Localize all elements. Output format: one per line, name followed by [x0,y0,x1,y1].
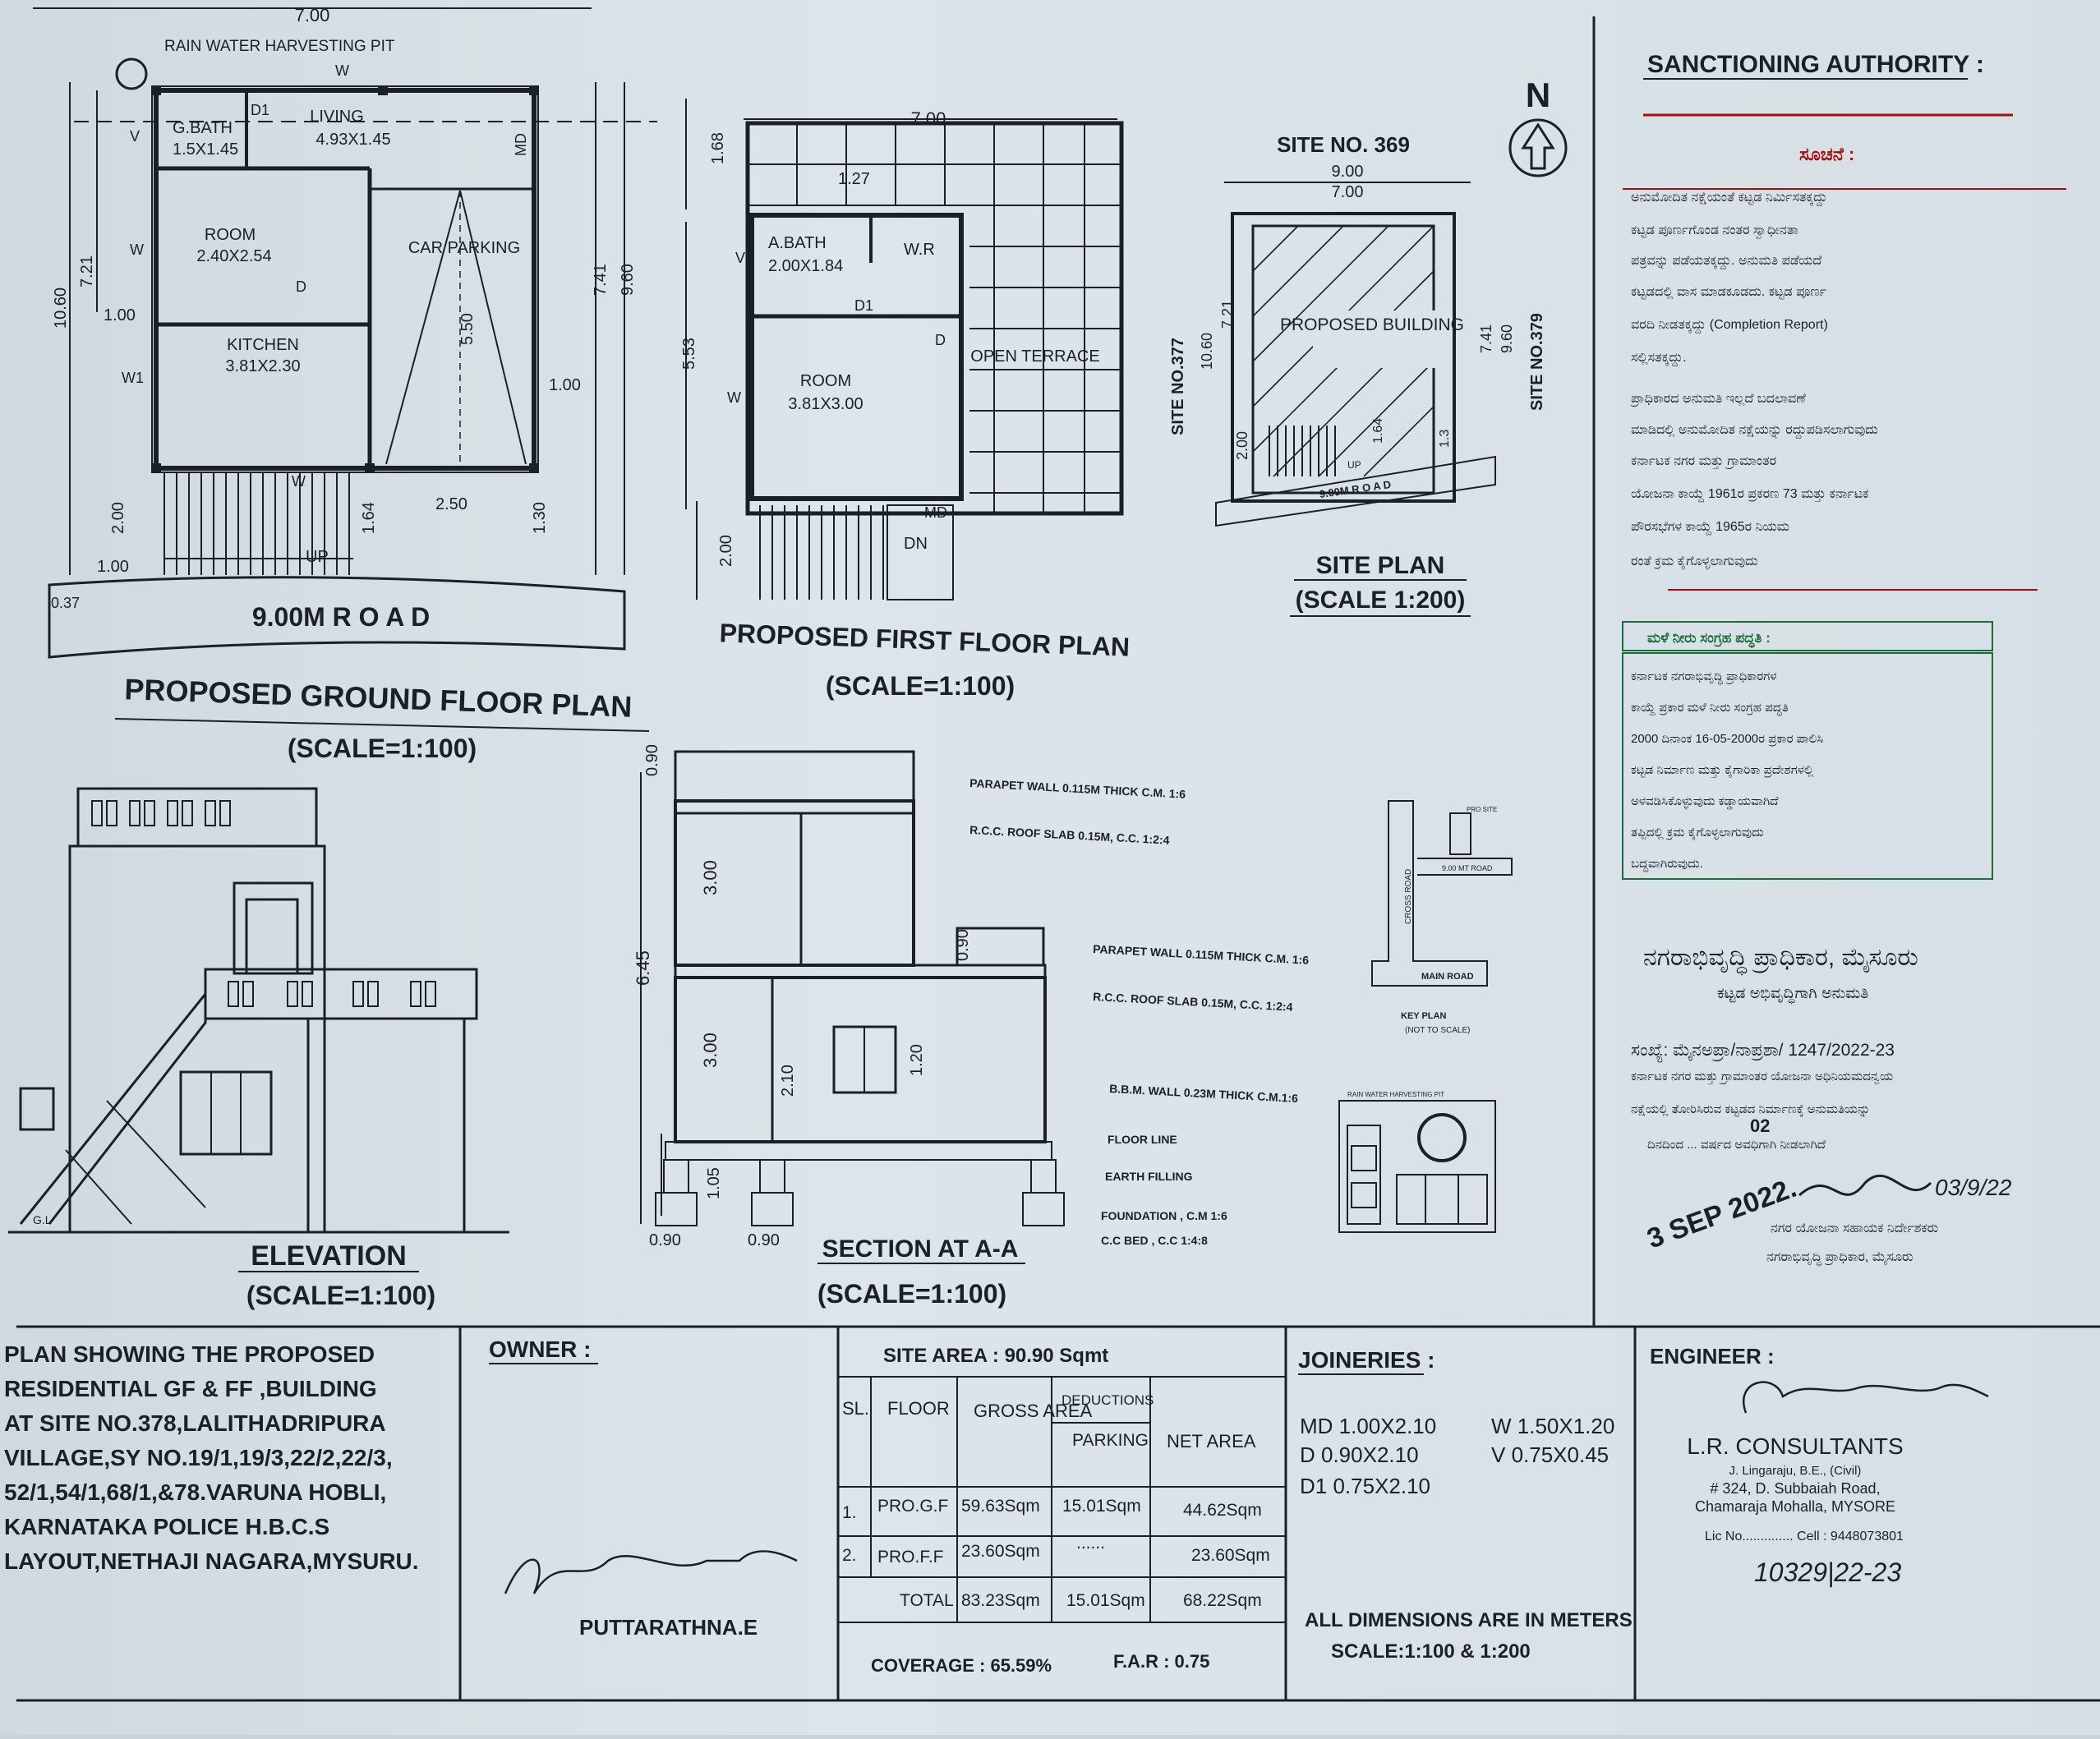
gf-rwh-label: RAIN WATER HARVESTING PIT [164,38,395,55]
section-dim-120: 1.20 [908,1044,926,1076]
description-line-7: LAYOUT,NETHAJI NAGARA,MYSURU. [4,1548,419,1574]
firm-name: L.R. CONSULTANTS [1687,1433,1904,1459]
sanction-red-line-9: ಕರ್ನಾಟಕ ನಗರ ಮತ್ತು ಗ್ರಾಮಾಂತರ [1631,454,1777,468]
title-block [4,1327,2100,1700]
gf-kitchen-label: KITCHEN [227,336,299,354]
ff-terrace-label: OPEN TERRACE [970,347,1100,366]
site-dim-164: 1.64 [1371,417,1385,444]
joinery-v: V 0.75X0.45 [1491,1442,1610,1467]
sanction-red-line-5: ವರದಿ ನೀಡತಕ್ಕದ್ದು (Completion Report) [1631,318,1828,332]
far: F.A.R : 0.75 [1113,1651,1210,1672]
gf-up-mark: UP [306,548,329,566]
sanction-red-line-10: ಯೋಜನಾ ಕಾಯ್ದೆ 1961ರ ಪ್ರಕರಣ 73 ಮತ್ತು ಕರ್ನಾಟಕ [1631,487,1869,501]
gf-dim-1060: 10.60 [52,287,70,329]
gf-w-mark-bottom: W [292,473,306,490]
engineer-signature-icon [1743,1382,1988,1413]
site-area: SITE AREA : 90.90 Sqmt [883,1345,1109,1367]
sanction-stamp-head: ಸೂಚನೆ : [1799,144,1855,164]
section-drawing [633,744,1310,1309]
section-note-ccbed: C.C BED , C.C 1:4:8 [1101,1234,1208,1247]
sanction-date-stamp: 3 SEP 2022. [1642,1171,1801,1255]
table-header-floor: FLOOR [887,1398,950,1419]
engineer-address-1: # 324, D. Subbaiah Road, [1710,1480,1881,1497]
section-title: SECTION AT A-A [822,1235,1019,1263]
sanction-red-line-4: ಕಟ್ಟಡದಲ್ಲಿ ವಾಸ ಮಾಡಕೂಡದು. ಕಟ್ಟಡ ಪೂರ್ಣ [1631,285,1827,299]
table-header-net: NET AREA [1167,1431,1256,1451]
engineer-name: J. Lingaraju, B.E., (Civil) [1729,1464,1862,1478]
table-total-label: TOTAL [900,1591,954,1610]
section-dim-090d: 0.90 [748,1231,780,1249]
gf-dim-250: 2.50 [435,495,467,513]
gf-top-dimension: 7.00 [294,5,330,25]
gf-dim-721: 7.21 [78,255,96,288]
ff-wr-label: W.R [904,241,935,259]
engineer-address-2: Chamaraja Mohalla, MYSORE [1694,1498,1896,1515]
gf-scale: (SCALE=1:100) [287,734,477,763]
ff-dim-127: 1.27 [838,170,870,188]
section-dim-090a: 0.90 [643,744,661,776]
table-total-gross: 83.23Sqm [961,1591,1040,1610]
sanction-act-line-1: ಕರ್ನಾಟಕ ನಗರ ಮತ್ತು ಗ್ರಾಮಾಂತರ ಯೋಜನಾ ಅಧಿನಿಯಮದನ್ವಯ [1631,1070,1894,1083]
table-total-parking: 15.01Sqm [1066,1591,1145,1610]
key-plan-road: 9.00 MT ROAD [1442,864,1493,872]
section-scale: (SCALE=1:100) [817,1279,1007,1309]
table-header-parking: PARKING [1072,1431,1149,1450]
svg-text:N: N [1525,76,1551,114]
section-dim-090c: 0.90 [649,1231,681,1249]
engineer-license-handwritten: 10329|22-23 [1754,1557,1902,1587]
gf-dim-200: 2.00 [109,502,127,534]
site-building-label: PROPOSED BUILDING [1279,315,1465,334]
owner-signature-icon [505,1551,797,1594]
ff-w-mark: W [727,389,741,406]
key-plan-title: KEY PLAN [1401,1011,1447,1021]
table-row-1-floor: PRO.G.F [877,1497,949,1516]
ff-v-mark: V [735,250,746,266]
description-line-5: 52/1,54/1,68/1,&78.VARUNA HOBLI, [4,1479,387,1505]
gf-dim-741: 7.41 [592,264,610,296]
sanction-number: ಸಂಖ್ಯೆ: ಮೈನಅಪ್ರಾ/ನಾಪ್ರಶಾ/ 1247/2022-23 [1631,1041,1895,1060]
description-line-3: AT SITE NO.378,LALITHADRIPURA [4,1410,386,1436]
ff-dim-200: 2.00 [717,535,735,567]
joinery-d1: D1 0.75X2.10 [1300,1474,1431,1498]
site-plan [1169,76,1566,616]
gf-dim-164: 1.64 [360,502,378,534]
gf-gbath-size: 1.5X1.45 [173,140,239,159]
joinery-w: W 1.50X1.20 [1491,1414,1615,1438]
table-row-2-sl: 2. [842,1546,857,1565]
sanction-green-head: ಮಳೆ ನೀರು ಸಂಗ್ರಹ ಪದ್ಧತಿ : [1647,630,1771,646]
sanction-validity: ದಿನದಿಂದ ... ವರ್ಷದ ಅವಧಿಗಾಗಿ ನೀಡಲಾಗಿದೆ [1647,1138,1826,1152]
gf-w-mark-top: W [335,62,349,79]
north-arrow-icon [1510,76,1566,176]
ff-title: PROPOSED FIRST FLOOR PLAN [719,618,1131,662]
owner-name: PUTTARATHNA.E [579,1615,758,1640]
joinery-d: D 0.90X2.10 [1300,1442,1419,1467]
sanction-red-line-1: ಅನುಮೋದಿತ ನಕ್ಷೆಯಂತೆ ಕಟ್ಟಡ ನಿರ್ಮಿಸತಕ್ಕದ್ದು [1631,191,1828,205]
elevation-title: ELEVATION [251,1240,407,1272]
dimension-note: ALL DIMENSIONS ARE IN METERS [1305,1609,1633,1631]
key-plan-note: (NOT TO SCALE) [1405,1026,1471,1035]
officer-signature-icon [1799,1175,1931,1195]
site-dim-13: 1.3 [1438,429,1452,448]
section-note-parapet2: PARAPET WALL 0.115M THICK C.M. 1:6 [1092,942,1310,967]
ff-abath-label: A.BATH [768,234,827,252]
ff-top-dimension: 7.00 [910,108,946,129]
joinery-md: MD 1.00X2.10 [1300,1414,1437,1438]
table-row-2-floor: PRO.F.F [877,1548,944,1566]
engineer-label: ENGINEER : [1650,1344,1775,1369]
gf-title: PROPOSED GROUND FLOOR PLAN [123,672,633,724]
site-dim-960: 9.60 [1499,324,1515,353]
sanction-green-line-3: 2000 ದಿನಾಂಕ 16-05-2000ರ ಪ್ರಕಾರ ಪಾಲಿಸಿ [1631,732,1824,746]
rwh-detail-label: RAIN WATER HARVESTING PIT [1347,1091,1445,1098]
site-dim-1060: 10.60 [1199,332,1215,370]
sanction-red-line-8: ಮಾಡಿದಲ್ಲಿ ಅನುಮೋದಿತ ನಕ್ಷೆಯನ್ನು ರದ್ದುಪಡಿಸಲಾಗುವುದು [1631,423,1878,437]
table-header-gross: GROSS AREA [974,1401,1093,1421]
ground-floor-plan [33,5,657,763]
site-plan-title: SITE PLAN [1315,552,1445,579]
site-dim-741: 7.41 [1478,324,1494,353]
ff-dim-553: 5.53 [680,338,698,370]
gf-kitchen-size: 3.81X2.30 [225,357,301,375]
gf-dim-960: 9.60 [619,264,637,296]
sanction-red-line-2: ಕಟ್ಟಡ ಪೂರ್ಣಗೊಂಡ ನಂತರ ಸ್ವಾಧೀನತಾ [1631,223,1798,237]
table-row-2-gross: 23.60Sqm [961,1542,1040,1561]
section-dim-300b: 3.00 [700,1033,721,1068]
sanction-office: ನಗರಾಭಿವೃದ್ಧಿ ಪ್ರಾಧಿಕಾರ, ಮೈಸೂರು [1766,1250,1913,1264]
sanction-years: 02 [1750,1116,1771,1136]
scale-note: SCALE:1:100 & 1:200 [1331,1640,1531,1663]
section-dim-645: 6.45 [633,950,653,986]
description-line-6: KARNATAKA POLICE H.B.C.S [4,1514,330,1539]
sanction-green-line-5: ಅಳವಡಿಸಿಕೊಳ್ಳುವುದು ಕಡ್ಡಾಯವಾಗಿದೆ [1631,794,1779,808]
key-plan-pro-site: PRO SITE [1467,806,1498,813]
section-dim-210: 2.10 [779,1065,797,1097]
site-dim-200: 2.00 [1234,430,1250,460]
gf-living-label: LIVING [310,108,364,126]
gf-d-mark: D [296,278,306,295]
table-row-1-parking: 15.01Sqm [1062,1497,1141,1516]
section-dim-105: 1.05 [705,1167,723,1199]
gf-dim-130: 1.30 [531,502,549,534]
key-plan [1339,801,1512,1232]
elevation-gl-mark: G.L [33,1213,52,1226]
engineer-license: Lic No.............. Cell : 9448073801 [1705,1530,1904,1543]
first-floor-plan [680,99,1131,701]
gf-room-label: ROOM [204,226,256,244]
section-note-roof1: R.C.C. ROOF SLAB 0.15M, C.C. 1:2:4 [969,823,1170,847]
gf-dim-037: 0.37 [51,595,81,611]
gf-living-size: 4.93X1.45 [315,131,391,149]
ff-abath-size: 2.00X1.84 [768,257,844,275]
gf-dim-100c: 1.00 [97,558,129,576]
table-header-sl: SL. [842,1398,870,1419]
section-dim-090b: 0.90 [954,929,972,961]
site-number-369: SITE NO. 369 [1277,132,1410,157]
sanction-red-line-12: ರಂತೆ ಕ್ರಮ ಕೈಗೊಳ್ಳಲಾಗುವುದು [1631,554,1758,568]
section-note-earth: EARTH FILLING [1105,1170,1193,1183]
gf-w1-mark: W1 [122,370,144,386]
ff-room-label: ROOM [799,372,852,390]
site-dim-700: 7.00 [1331,183,1364,201]
site-dim-721: 7.21 [1219,299,1236,329]
sanction-title: SANCTIONING AUTHORITY : [1647,51,1984,78]
table-row-2-net: 23.60Sqm [1191,1546,1270,1565]
ff-dim-168: 1.68 [709,132,727,164]
gf-dim-100a: 1.00 [104,306,136,324]
section-note-floor: FLOOR LINE [1108,1133,1177,1146]
gf-dim-550: 5.50 [458,313,477,345]
gf-d1-mark: D1 [251,102,270,118]
gf-w-mark-left: W [130,242,144,258]
owner-label: OWNER : [489,1336,592,1362]
table-row-1-gross: 59.63Sqm [961,1497,1040,1516]
sanction-red-line-7: ಪ್ರಾಧಿಕಾರದ ಅನುಮತಿ ಇಲ್ಲದೆ ಬದಲಾವಣೆ [1631,392,1806,406]
table-row-2-parking: ...... [1076,1534,1106,1553]
ff-dn-mark: DN [904,535,928,553]
section-note-foundation: FOUNDATION , C.M 1:6 [1101,1209,1227,1222]
site-plan-scale: (SCALE 1:200) [1295,587,1466,614]
table-row-1-sl: 1. [842,1503,857,1522]
section-note-roof2: R.C.C. ROOF SLAB 0.15M, C.C. 1:2:4 [1092,990,1293,1014]
description-line-1: PLAN SHOWING THE PROPOSED [4,1341,375,1367]
coverage: COVERAGE : 65.59% [871,1655,1052,1676]
table-total-net: 68.22Sqm [1183,1591,1262,1610]
gf-gbath-label: G.BATH [173,119,233,137]
sanction-red-line-6: ಸಲ್ಲಿಸತಕ್ಕದ್ದು. [1631,351,1687,365]
site-dim-900: 9.00 [1331,163,1364,181]
sanction-act-line-2: ನಕ್ಷೆಯಲ್ಲಿ ತೋರಿಸಿರುವ ಕಟ್ಟಡದ ನಿರ್ಮಾಣಕ್ಕೆ ಅನುಮತಿಯನ್ನು [1631,1102,1871,1116]
section-dim-300a: 3.00 [700,860,721,895]
sanction-green-line-6: ತಪ್ಪಿದಲ್ಲಿ ಕ್ರಮ ಕೈಗೊಳ್ಳಲಾಗುವುದು [1631,826,1764,840]
ff-room-size: 3.81X3.00 [788,395,863,413]
gf-md-mark: MD [513,133,529,156]
sanction-green-line-7: ಬದ್ಧವಾಗಿರುವುದು. [1631,857,1703,871]
sanction-permission: ಕಟ್ಟಡ ಅಭಿವೃದ್ಧಿಗಾಗಿ ಅನುಮತಿ [1717,985,1869,1002]
gf-room-size: 2.40X2.54 [196,247,272,265]
sanction-red-line-3: ಪತ್ರವನ್ನು ಪಡೆಯತಕ್ಕದ್ದು. ಅನುಮತಿ ಪಡೆಯದೆ [1631,254,1822,268]
ff-d1-mark: D1 [854,297,874,314]
site-number-379: SITE NO.379 [1528,313,1546,411]
section-note-parapet1: PARAPET WALL 0.115M THICK C.M. 1:6 [969,776,1186,801]
gf-car-parking-label: CAR PARKING [408,239,521,257]
ff-scale: (SCALE=1:100) [825,671,1015,701]
gf-road-label: 9.00M R O A D [251,602,431,632]
sanction-sign-date: 03/9/22 [1935,1175,2012,1200]
key-plan-cross-road: CROSS ROAD [1404,868,1413,924]
elevation-drawing [8,789,509,1310]
description-line-4: VILLAGE,SY NO.19/1,19/3,22/2,22/3, [4,1445,393,1470]
description-line-2: RESIDENTIAL GF & FF ,BUILDING [4,1376,377,1401]
sanction-green-line-4: ಕಟ್ಟಡ ನಿರ್ಮಾಣ ಮತ್ತು ಕೈಗಾರಿಕಾ ಪ್ರದೇಶಗಳಲ್ಲಿ [1631,763,1814,777]
key-plan-main-road: MAIN ROAD [1421,972,1474,982]
sanction-green-line-2: ಕಾಯ್ದೆ ಪ್ರಕಾರ ಮಳೆ ನೀರು ಸಂಗ್ರಹ ಪದ್ಧತಿ [1631,701,1789,715]
sanction-panel [16,16,2100,1327]
sanction-red-line-11: ಪೌರಸಭೆಗಳ ಕಾಯ್ದೆ 1965ರ ನಿಯಮ [1631,520,1789,534]
table-header-deductions: DEDUCTIONS [1062,1392,1154,1408]
ff-d-mark: D [935,332,946,348]
site-number-377: SITE NO.377 [1169,338,1187,435]
ff-md-mark: MD [924,504,947,521]
elevation-scale: (SCALE=1:100) [246,1281,436,1310]
gf-dim-100b: 1.00 [549,376,581,394]
gf-v-mark: V [130,128,140,145]
sanction-green-line-1: ಕರ್ನಾಟಕ ನಗರಾಭಿವೃದ್ಧಿ ಪ್ರಾಧಿಕಾರಗಳ [1631,669,1777,683]
site-up-mark: UP [1347,459,1361,471]
site-road-label: 9.00M R O A D [1318,478,1392,501]
sanction-officer: ನಗರ ಯೋಜನಾ ಸಹಾಯಕ ನಿರ್ದೇಶಕರು [1771,1221,1939,1235]
joineries-label: JOINERIES : [1298,1347,1435,1373]
sanction-authority: ನಗರಾಭಿವೃದ್ಧಿ ಪ್ರಾಧಿಕಾರ, ಮೈಸೂರು [1643,944,1918,971]
section-note-bbm: B.B.M. WALL 0.23M THICK C.M.1:6 [1108,1082,1299,1106]
table-row-1-net: 44.62Sqm [1183,1501,1262,1520]
